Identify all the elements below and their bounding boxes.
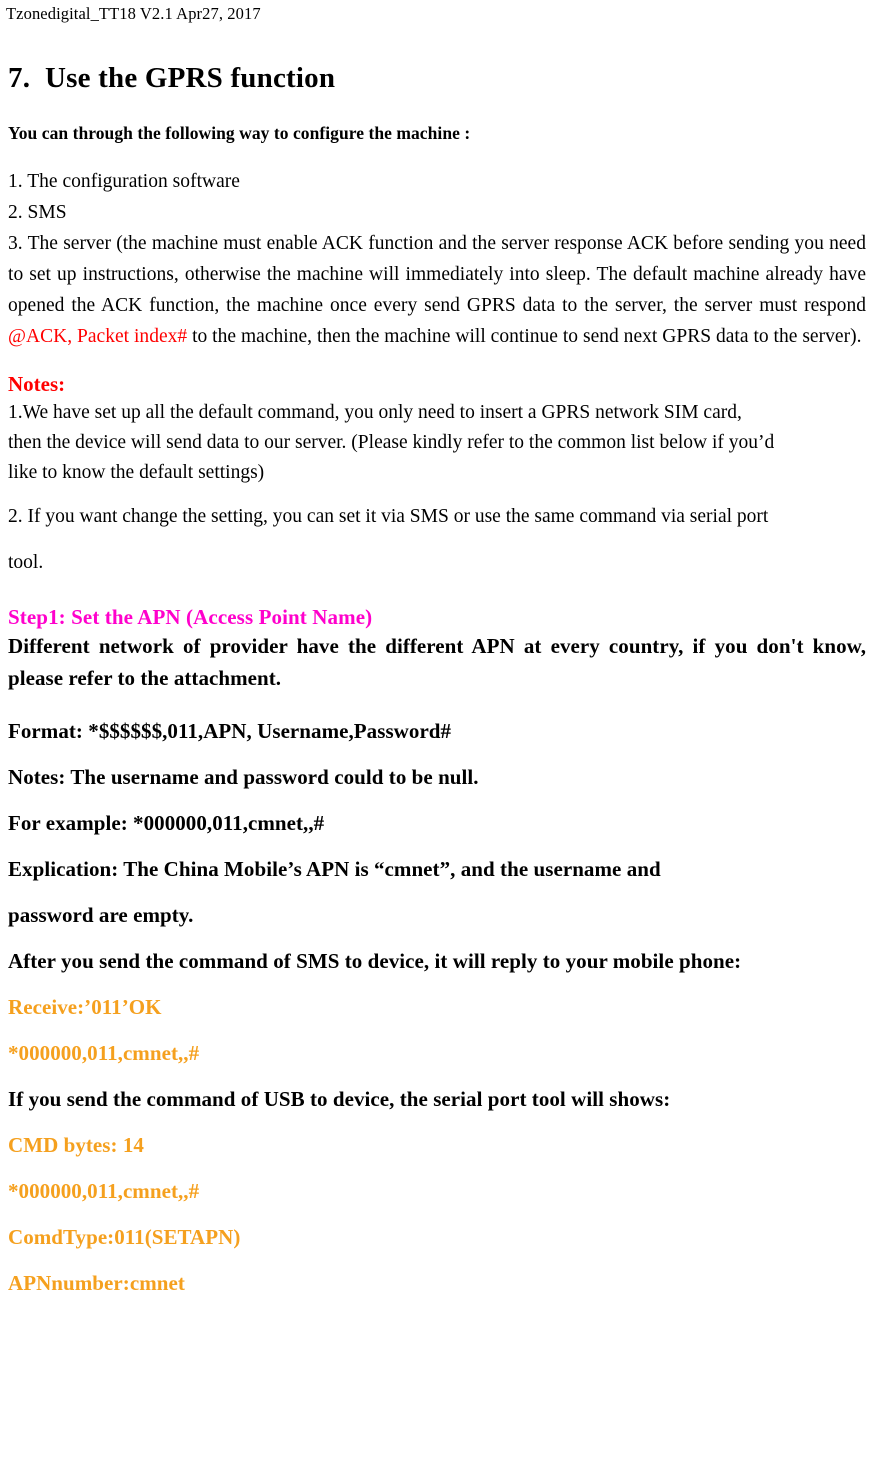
document-body (8, 60, 866, 1306)
usb-reply-comdtype: ComdType:011(SETAPN) (8, 1225, 241, 1249)
format-notes-line: Notes: The username and password could to be null. (8, 765, 479, 789)
document-header: Tzonedigital_TT18 V2.1 Apr27, 2017 (6, 4, 261, 23)
step1-description: Different network of provider have the different APN at every country, if you don't know, please refer to the attachment. (8, 634, 866, 690)
server-para-text-after: to the machine, then the machine will continue to send next GPRS data to the server). (187, 326, 862, 347)
usb-reply-intro: If you send the command of USB to device, the serial port tool will shows: (8, 1087, 671, 1111)
server-method-paragraph (8, 228, 866, 352)
intro-paragraph: You can through the following way to configure the machine : (8, 123, 471, 143)
method-item-1: 1. The configuration software (8, 171, 240, 192)
method-item-2: 2. SMS (8, 202, 67, 223)
ack-response-code: @ACK, Packet index# (8, 326, 188, 347)
section-title-text: Use the GPRS function (45, 62, 336, 94)
sms-reply-receive: Receive:’011’OK (8, 995, 162, 1019)
sms-reply-intro: After you send the command of SMS to device, it will reply to your mobile phone: (8, 949, 742, 973)
note-1-line-3: like to know the default settings) (8, 462, 265, 483)
example-line: For example: *000000,011,cmnet,,# (8, 811, 325, 835)
usb-reply-apnnumber: APNnumber:cmnet (8, 1271, 185, 1295)
server-para-text-before: 3. The server (the machine must enable ACK function and the server response ACK before sending you need to set up instructions, otherwise the machine will immediately into sleep. The default machine already have opened the ACK function, the machine once every send GPRS data to the server, the server must respond (8, 233, 866, 316)
notes-label: Notes: (8, 372, 66, 396)
note-1-line-1: 1.We have set up all the default command, you only need to insert a GPRS network SIM card, (8, 402, 742, 423)
note-2-continuation: tool. (8, 552, 44, 573)
usb-reply-command: *000000,011,cmnet,,# (8, 1179, 200, 1203)
explication-line-1: Explication: The China Mobile’s APN is “cmnet”, and the username and (8, 857, 661, 881)
section-number: 7. (8, 62, 31, 94)
usb-reply-cmd-bytes: CMD bytes: 14 (8, 1133, 144, 1157)
note-1-line-2: then the device will send data to our server. (Please kindly refer to the common list below if you’d (8, 432, 775, 453)
explication-line-2: password are empty. (8, 903, 194, 927)
step1-heading: Step1: Set the APN (Access Point Name) (8, 605, 373, 629)
format-line: Format: *$$$$$$,011,APN, Username,Password# (8, 719, 452, 743)
sms-reply-command: *000000,011,cmnet,,# (8, 1041, 200, 1065)
page-title (8, 60, 866, 96)
note-2: 2. If you want change the setting, you can set it via SMS or use the same command via serial port (8, 506, 769, 527)
